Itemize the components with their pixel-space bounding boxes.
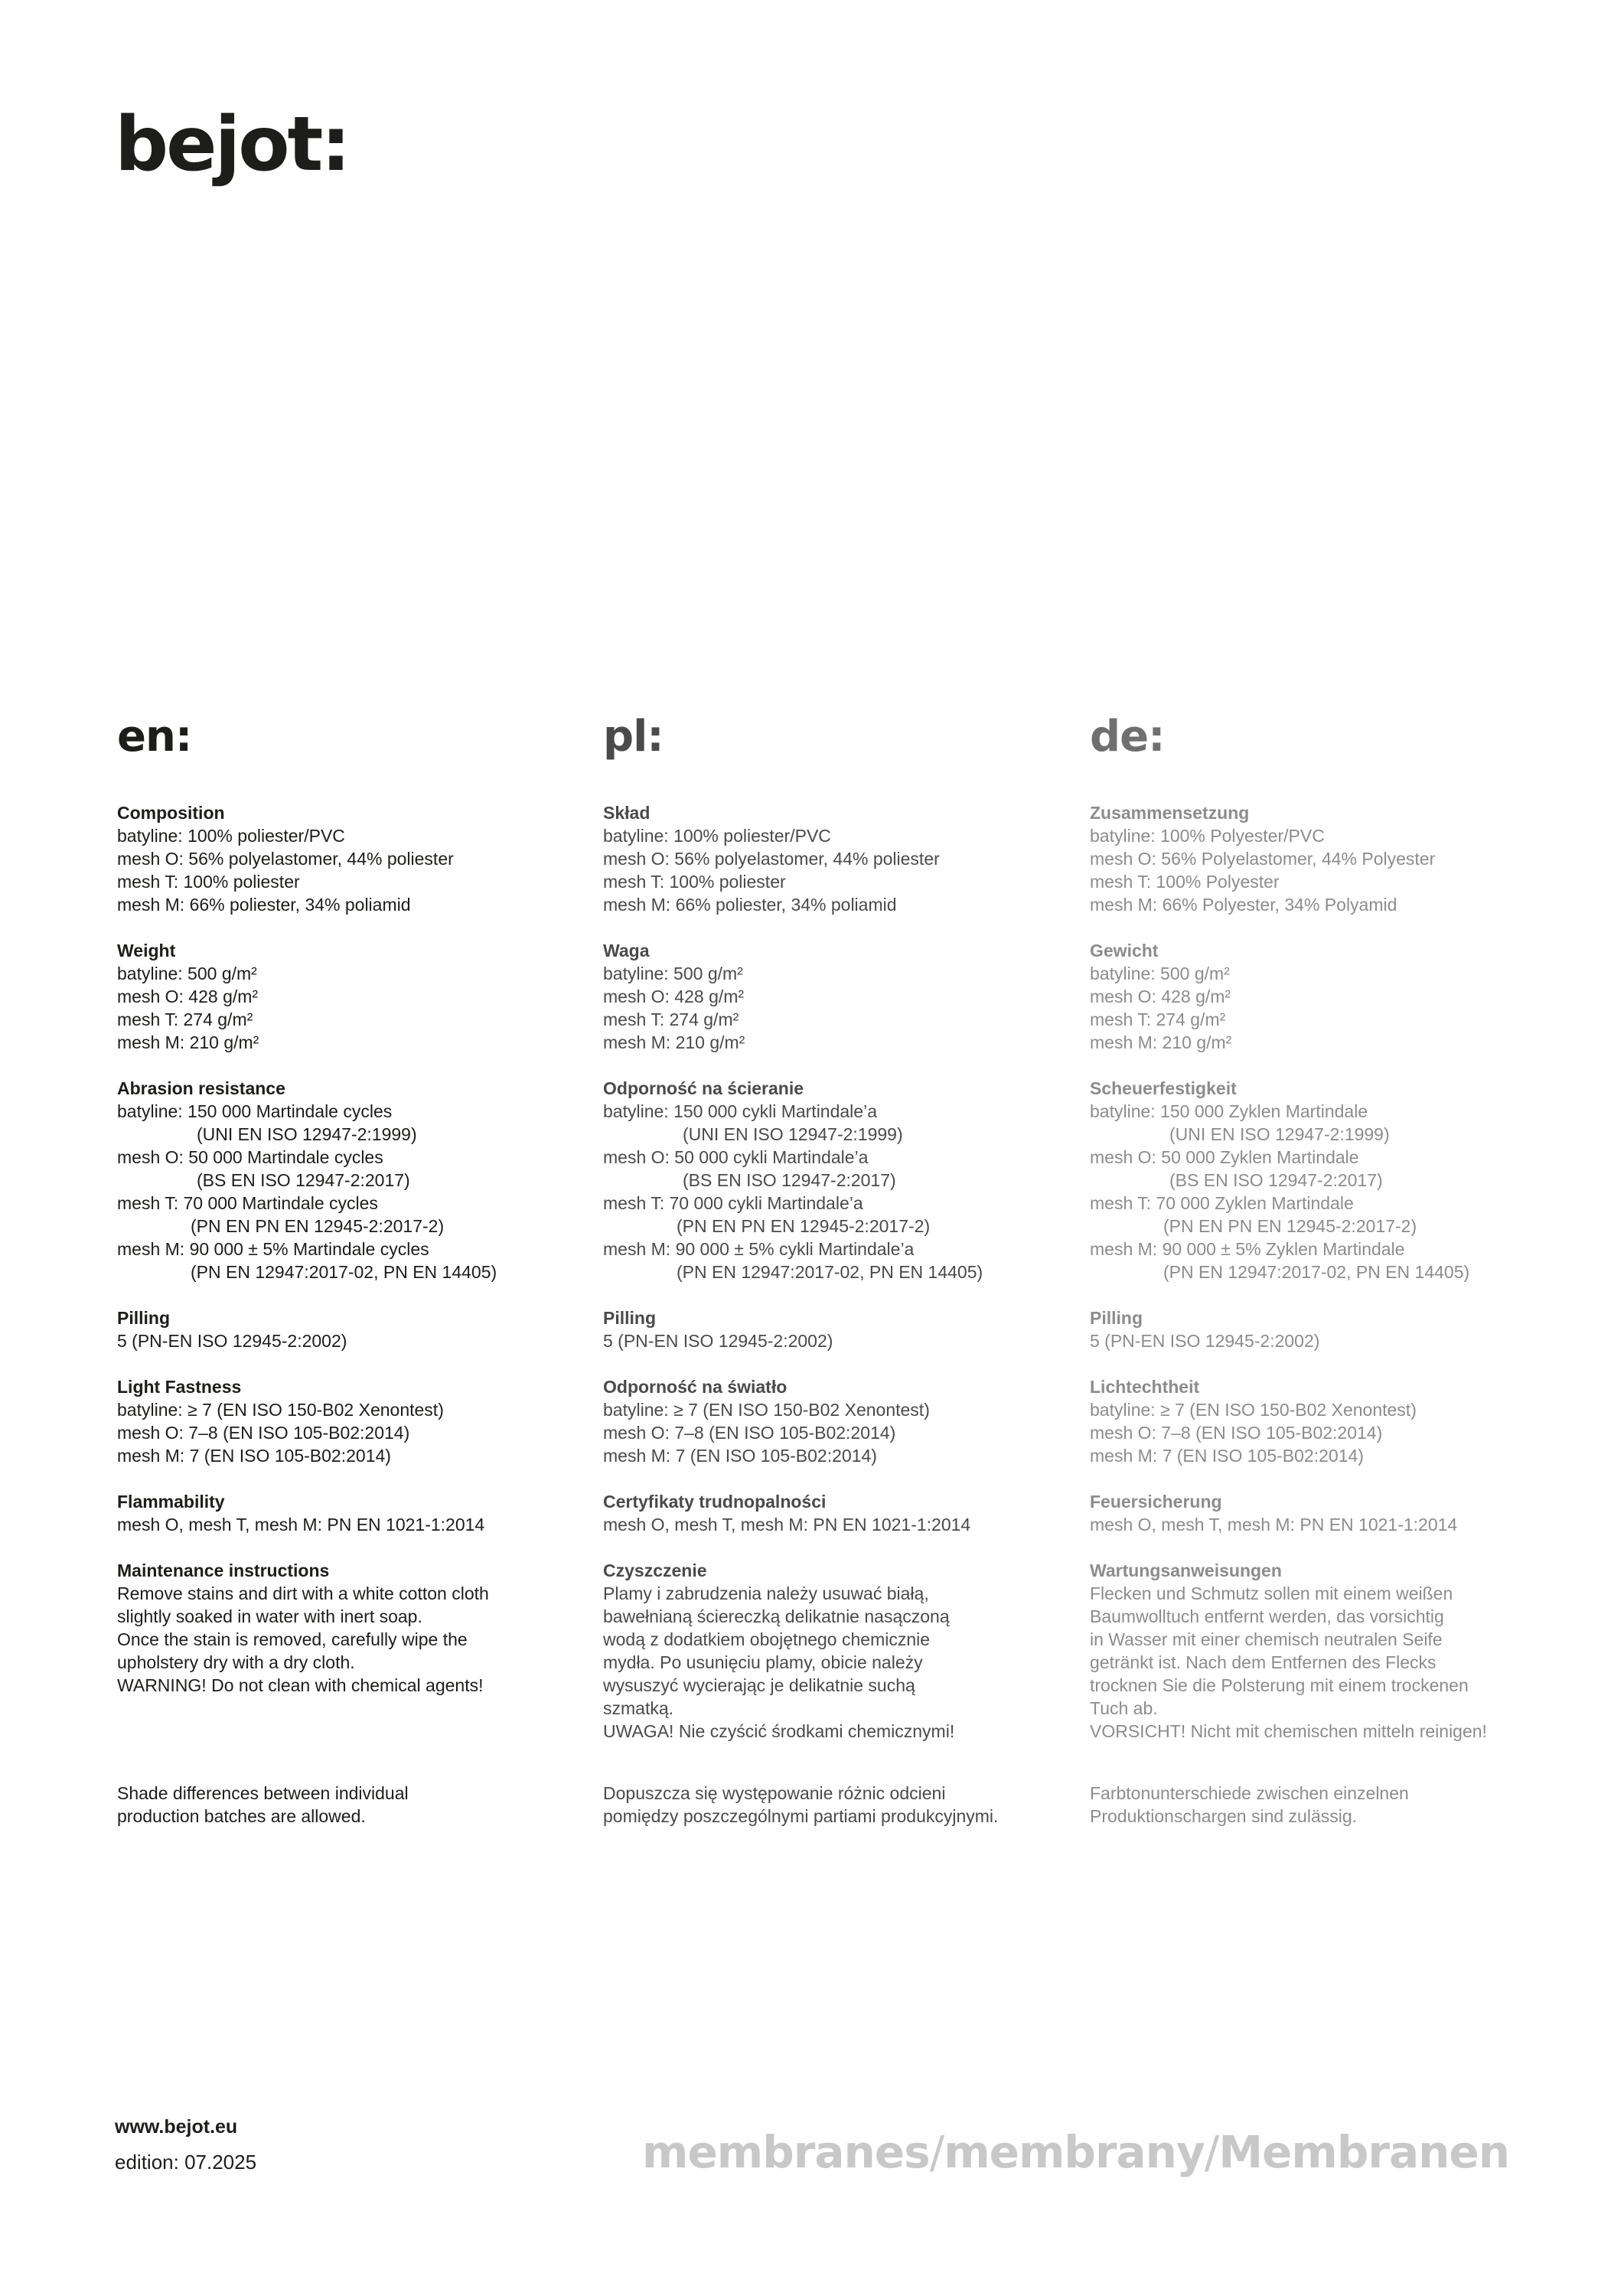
shade-note-en (117, 1782, 409, 1828)
section-title: Weight (117, 941, 176, 960)
section-title: Maintenance instructions (117, 1561, 330, 1580)
spec-section-flammability (117, 1490, 553, 1536)
spec-line: mesh M: 66% Polyester, 34% Polyamid (1090, 895, 1397, 915)
spec-line: batyline: 500 g/m² (1090, 964, 1230, 983)
spec-line-standard: (PN EN PN EN 12945-2:2017-2) (677, 1216, 931, 1236)
spec-line: getränkt ist. Nach dem Entfernen des Flecks (1090, 1652, 1436, 1672)
spec-section-abrasion (117, 1077, 553, 1283)
spec-line: batyline: 100% poliester/PVC (117, 826, 345, 846)
shade-note-pl (603, 1782, 998, 1828)
language-heading: en: (117, 712, 192, 762)
spec-line: slightly soaked in water with inert soap. (117, 1606, 422, 1626)
edition-label: edition: 07.2025 (115, 2151, 257, 2174)
spec-line: mesh T: 70 000 Zyklen Martindale (1090, 1193, 1354, 1213)
title-separator: / (929, 2126, 944, 2178)
spec-line: mesh T: 100% poliester (117, 872, 300, 892)
spec-line: mydła. Po usunięciu plamy, obicie należy (603, 1652, 923, 1672)
spec-line: mesh O: 50 000 Zyklen Martindale (1090, 1147, 1359, 1167)
section-title: Certyfikaty trudnopalności (603, 1492, 827, 1512)
spec-line: mesh T: 100% poliester (603, 872, 786, 892)
column-de (1090, 712, 1526, 1766)
note-line: Farbtonunterschiede zwischen einzelnen (1090, 1783, 1409, 1803)
language-heading: de: (1090, 712, 1165, 762)
spec-line: mesh O: 428 g/m² (603, 987, 745, 1006)
column-pl (603, 712, 1039, 1766)
spec-line: mesh M: 210 g/m² (117, 1032, 259, 1052)
spec-section-weight (1090, 939, 1526, 1054)
spec-line: mesh O, mesh T, mesh M: PN EN 1021-1:2014 (1090, 1515, 1458, 1534)
spec-line: upholstery dry with a dry cloth. (117, 1652, 355, 1672)
spec-line: Tuch ab. (1090, 1698, 1158, 1718)
spec-line: mesh T: 70 000 cykli Martindale’a (603, 1193, 863, 1213)
spec-line: mesh M: 7 (EN ISO 105-B02:2014) (1090, 1446, 1364, 1466)
spec-line: batyline: 150 000 Martindale cycles (117, 1101, 393, 1121)
spec-line: mesh O: 50 000 cykli Martindale’a (603, 1147, 869, 1167)
spec-line: mesh O, mesh T, mesh M: PN EN 1021-1:2014 (117, 1515, 485, 1534)
spec-line-standard: (PN EN PN EN 12945-2:2017-2) (1163, 1216, 1417, 1236)
spec-line: batyline: 100% Polyester/PVC (1090, 826, 1325, 846)
spec-line: batyline: ≥ 7 (EN ISO 150-B02 Xenontest) (1090, 1400, 1417, 1420)
section-title: Zusammensetzung (1090, 803, 1250, 823)
spec-line: wysuszyć wycierając je delikatnie suchą (603, 1675, 915, 1695)
note-line: Produktionschargen sind zulässig. (1090, 1806, 1358, 1826)
spec-line: 5 (PN-EN ISO 12945-2:2002) (117, 1331, 347, 1351)
spec-section-pilling (1090, 1306, 1526, 1352)
spec-line: mesh O: 428 g/m² (1090, 987, 1231, 1006)
spec-section-light-fastness (117, 1375, 553, 1467)
spec-section-composition (117, 801, 553, 916)
spec-line: Baumwolltuch entfernt werden, das vorsichtig (1090, 1606, 1444, 1626)
spec-line: in Wasser mit einer chemisch neutralen Seife (1090, 1629, 1443, 1649)
spec-line: batyline: ≥ 7 (EN ISO 150-B02 Xenontest) (603, 1400, 930, 1420)
title-part: Membranen (1218, 2126, 1509, 2178)
spec-line-standard: (UNI EN ISO 12947-2:1999) (683, 1124, 903, 1144)
section-title: Wartungsanweisungen (1090, 1561, 1282, 1580)
spec-section-weight (117, 939, 553, 1054)
spec-line-standard: (BS EN ISO 12947-2:2017) (683, 1170, 896, 1190)
spec-section-flammability (1090, 1490, 1526, 1536)
section-title: Abrasion resistance (117, 1078, 285, 1098)
section-title: Odporność na światło (603, 1377, 788, 1397)
spec-line: WARNING! Do not clean with chemical agents! (117, 1675, 484, 1695)
spec-line: batyline: 500 g/m² (603, 964, 743, 983)
spec-line: 5 (PN-EN ISO 12945-2:2002) (1090, 1331, 1320, 1351)
spec-line: 5 (PN-EN ISO 12945-2:2002) (603, 1331, 833, 1351)
spec-line: VORSICHT! Nicht mit chemischen mitteln reinigen! (1090, 1721, 1487, 1741)
spec-line: UWAGA! Nie czyścić środkami chemicznymi! (603, 1721, 955, 1741)
spec-line: batyline: 150 000 Zyklen Martindale (1090, 1101, 1368, 1121)
title-part: membranes (642, 2126, 930, 2178)
section-title: Czyszczenie (603, 1561, 707, 1580)
spec-section-light-fastness (1090, 1375, 1526, 1467)
spec-line: batyline: 500 g/m² (117, 964, 257, 983)
spec-line-standard: (PN EN 12947:2017-02, PN EN 14405) (677, 1262, 983, 1282)
spec-line-standard: (UNI EN ISO 12947-2:1999) (1169, 1124, 1390, 1144)
spec-line: mesh O: 7–8 (EN ISO 105-B02:2014) (117, 1423, 410, 1443)
section-title: Odporność na ścieranie (603, 1078, 804, 1098)
spec-line: mesh T: 100% Polyester (1090, 872, 1280, 892)
section-title: Flammability (117, 1492, 225, 1512)
spec-section-maintenance (117, 1559, 553, 1697)
note-line: Dopuszcza się występowanie różnic odcieni (603, 1783, 946, 1803)
spec-line-standard: (BS EN ISO 12947-2:2017) (197, 1170, 410, 1190)
spec-line: mesh O: 50 000 Martindale cycles (117, 1147, 383, 1167)
spec-line: bawełnianą ściereczką delikatnie nasączoną (603, 1606, 950, 1626)
spec-line: mesh M: 7 (EN ISO 105-B02:2014) (603, 1446, 877, 1466)
section-title: Pilling (117, 1308, 170, 1328)
note-line: pomiędzy poszczególnymi partiami produkcyjnymi. (603, 1806, 999, 1826)
title-separator: / (1204, 2126, 1219, 2178)
spec-line: szmatką. (603, 1698, 674, 1718)
section-title: Composition (117, 803, 225, 823)
spec-section-abrasion (1090, 1077, 1526, 1283)
spec-line: trocknen Sie die Polsterung mit einem trockenen (1090, 1675, 1469, 1695)
spec-section-composition (1090, 801, 1526, 916)
section-title: Light Fastness (117, 1377, 242, 1397)
spec-line: mesh M: 66% poliester, 34% poliamid (603, 895, 897, 915)
spec-section-abrasion (603, 1077, 1039, 1283)
spec-section-composition (603, 801, 1039, 916)
spec-line-standard: (UNI EN ISO 12947-2:1999) (197, 1124, 417, 1144)
brand-logo: bejot: (115, 101, 349, 188)
spec-line: mesh O: 428 g/m² (117, 987, 259, 1006)
spec-line: mesh T: 274 g/m² (1090, 1009, 1226, 1029)
spec-line: mesh O, mesh T, mesh M: PN EN 1021-1:2014 (603, 1515, 971, 1534)
spec-line: mesh T: 274 g/m² (117, 1009, 253, 1029)
spec-line: mesh T: 70 000 Martindale cycles (117, 1193, 378, 1213)
spec-line: batyline: 150 000 cykli Martindale’a (603, 1101, 877, 1121)
shade-note-de (1090, 1782, 1409, 1828)
website-link[interactable]: www.bejot.eu (115, 2116, 238, 2138)
section-title: Pilling (1090, 1308, 1143, 1328)
spec-section-light-fastness (603, 1375, 1039, 1467)
spec-line: mesh M: 66% poliester, 34% poliamid (117, 895, 411, 915)
spec-line: mesh O: 7–8 (EN ISO 105-B02:2014) (603, 1423, 896, 1443)
spec-line: Remove stains and dirt with a white cotton cloth (117, 1583, 489, 1603)
section-title: Waga (603, 941, 650, 960)
spec-section-maintenance (603, 1559, 1039, 1743)
spec-section-maintenance (1090, 1559, 1526, 1743)
spec-line: mesh M: 7 (EN ISO 105-B02:2014) (117, 1446, 391, 1466)
spec-line: mesh O: 7–8 (EN ISO 105-B02:2014) (1090, 1423, 1383, 1443)
spec-line: mesh M: 210 g/m² (1090, 1032, 1232, 1052)
spec-line: mesh M: 210 g/m² (603, 1032, 745, 1052)
document-title (642, 2126, 1509, 2178)
note-line: production batches are allowed. (117, 1806, 366, 1826)
language-heading: pl: (603, 712, 664, 762)
spec-line: mesh O: 56% polyelastomer, 44% poliester (117, 849, 454, 869)
spec-line: mesh T: 274 g/m² (603, 1009, 739, 1029)
spec-line-standard: (PN EN 12947:2017-02, PN EN 14405) (1163, 1262, 1470, 1282)
section-title: Lichtechtheit (1090, 1377, 1200, 1397)
section-title: Pilling (603, 1308, 656, 1328)
spec-section-flammability (603, 1490, 1039, 1536)
section-title: Scheuerfestigkeit (1090, 1078, 1237, 1098)
title-part: membrany (944, 2126, 1205, 2178)
spec-line: batyline: 100% poliester/PVC (603, 826, 831, 846)
spec-section-pilling (117, 1306, 553, 1352)
spec-section-weight (603, 939, 1039, 1054)
spec-line: batyline: ≥ 7 (EN ISO 150-B02 Xenontest) (117, 1400, 444, 1420)
spec-line: mesh O: 56% Polyelastomer, 44% Polyester (1090, 849, 1436, 869)
section-title: Gewicht (1090, 941, 1159, 960)
spec-line-standard: (PN EN PN EN 12945-2:2017-2) (191, 1216, 445, 1236)
spec-line-standard: (PN EN 12947:2017-02, PN EN 14405) (191, 1262, 497, 1282)
spec-line: Plamy i zabrudzenia należy usuwać białą, (603, 1583, 929, 1603)
section-title: Skład (603, 803, 651, 823)
spec-line: Flecken und Schmutz sollen mit einem weißen (1090, 1583, 1453, 1603)
section-title: Feuersicherung (1090, 1492, 1222, 1512)
spec-line: mesh O: 56% polyelastomer, 44% poliester (603, 849, 940, 869)
note-line: Shade differences between individual (117, 1783, 409, 1803)
spec-line: Once the stain is removed, carefully wipe the (117, 1629, 468, 1649)
spec-line-standard: (BS EN ISO 12947-2:2017) (1169, 1170, 1383, 1190)
spec-line: mesh M: 90 000 ± 5% cykli Martindale’a (603, 1239, 915, 1259)
spec-line: mesh M: 90 000 ± 5% Zyklen Martindale (1090, 1239, 1405, 1259)
spec-line: wodą z dodatkiem obojętnego chemicznie (603, 1629, 931, 1649)
column-en (117, 712, 553, 1720)
spec-line: mesh M: 90 000 ± 5% Martindale cycles (117, 1239, 429, 1259)
spec-section-pilling (603, 1306, 1039, 1352)
